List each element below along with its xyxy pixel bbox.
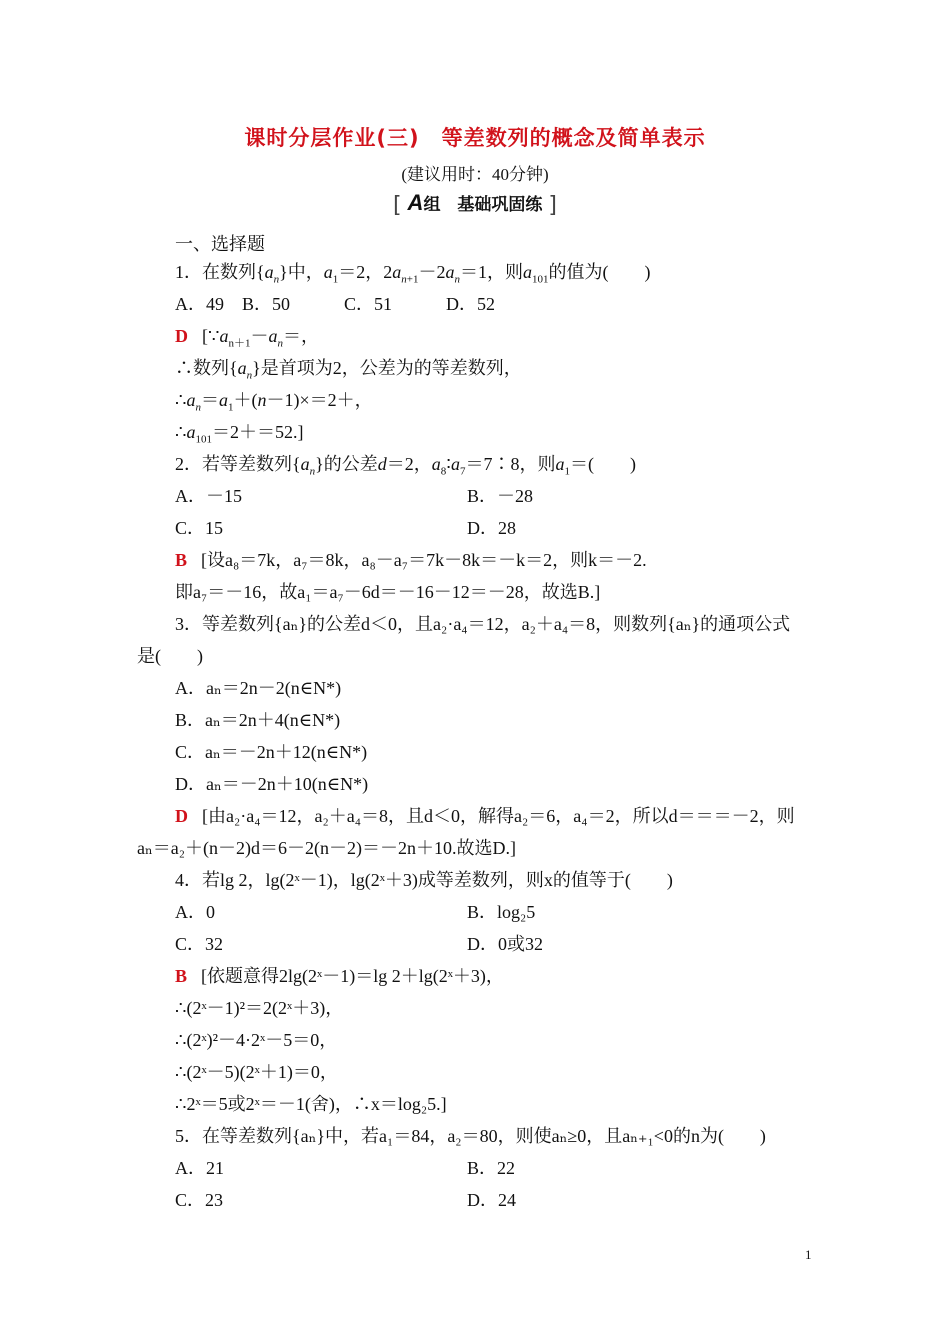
page-title: 课时分层作业(三) 等差数列的概念及简单表示 [244,126,706,150]
q4-solution-line-4: ∴(2ˣ－5)(2ˣ＋1)＝0， [175,1062,338,1082]
q3-answer: D [175,806,188,826]
q1-solution-line-2: ∴数列$\{a_n\}$是首项为2，公差为的等差数列， [175,358,522,382]
q1-solution-line-4: $\therefore a_{101}=2+=52$.] [175,422,304,446]
q2-option-c: C．15 [175,518,224,538]
suggested-time: (建议用时：40分钟) [401,165,549,184]
q4-answer: B [175,966,188,986]
q1-solution-line-3: $\therefore a_n=a_1+(n-1)\times=2+$， [175,390,373,414]
q4-solution-line-1: B [依题意得2lg(2ˣ－1)＝lg 2＋lg(2ˣ＋3)， [175,966,504,986]
q5-option-b: B．22 [467,1158,516,1178]
q3-option-a: A．aₙ＝2n－2(n∈N*) [175,678,342,698]
q1-stem: 1．在数列$\{a_n\}$中，$a_1=2$，$2a_{n+1}-2a_n=1$，则$a_{101}$的值为( ) [175,262,651,286]
q2-answer: B [175,550,188,570]
q2-stem: 2．若等差数列$\{a_n\}$的公差d＝2，$a_8∶a_7=7∶8$，则$a_1=$( ) [175,454,636,478]
q4-option-a: A．0 [175,902,215,922]
q3-solution-line-2: aₙ＝a₂＋(n－2)d＝6－2(n－2)＝－2n＋10.故选D.] [137,838,517,858]
q2-option-b: B．－28 [467,486,534,506]
q4-option-c: C．32 [175,934,224,954]
q5-option-c: C．23 [175,1190,224,1210]
q4-solution-line-3: ∴(2ˣ)²－4·2ˣ－5＝0， [175,1030,338,1050]
q3-stem-line-1: 3．等差数列{aₙ}的公差d＜0，且a₂·a₄＝12，a₂＋a₄＝8，则数列{aₙ}的通项公式 [175,614,791,634]
group-heading [0,190,950,218]
q2-solution-line-2: 即a₇＝－16，故a₁＝a₇－6d＝－16－12＝－28，故选B.] [175,582,601,602]
q5-stem: 5．在等差数列{aₙ}中，若a₁＝84，a₂＝80，则使aₙ≥0，且aₙ₊₁<0的n为( ) [175,1126,766,1146]
q3-option-b: B．aₙ＝2n＋4(n∈N*) [175,710,341,730]
q1-options: A．49 B．50 C．51 D．52 [175,294,496,314]
q3-stem-line-2: 是( ) [137,646,203,666]
q4-stem: 4．若lg 2，lg(2ˣ－1)，lg(2ˣ＋3)成等差数列，则x的值等于( ) [175,870,673,890]
q4-option-b: B．log₂5 [467,902,536,922]
q3-option-d: D．aₙ＝－2n＋10(n∈N*) [175,774,369,794]
group-bracket-open: [ [393,193,402,218]
group-bracket-close: ] [548,193,557,218]
q4-solution-line-5: ∴2ˣ＝5或2ˣ＝－1(舍)，∴x＝log₂5.] [175,1094,447,1114]
q5-option-a: A．21 [175,1158,224,1178]
group-letter: A [407,190,424,215]
q2-solution-line-1: B [设a₈＝7k，a₇＝8k，a₈－a₇＝7k－8k＝－k＝2，则k＝－2. [175,550,647,570]
q2-option-a: A．－15 [175,486,242,506]
q5-option-d: D．24 [467,1190,516,1210]
group-label: 组 基础巩固练 [423,195,543,215]
q1-answer: D [175,326,188,346]
q1-solution-line-1: D [$\because a_{n+1}-a_n=$， [175,326,319,350]
q4-solution-line-2: ∴(2ˣ－1)²＝2(2ˣ＋3)， [175,998,344,1018]
q3-option-c: C．aₙ＝－2n＋12(n∈N*) [175,742,368,762]
page-number: 1 [805,1247,812,1262]
q4-option-d: D．0或32 [467,934,543,954]
section-heading: 一、选择题 [175,234,265,255]
q2-option-d: D．28 [467,518,516,538]
q3-solution-line-1: D [由a₂·a₄＝12，a₂＋a₄＝8，且d＜0，解得a₂＝6，a₄＝2，所以d＝＝＝－2，则 [175,806,795,826]
